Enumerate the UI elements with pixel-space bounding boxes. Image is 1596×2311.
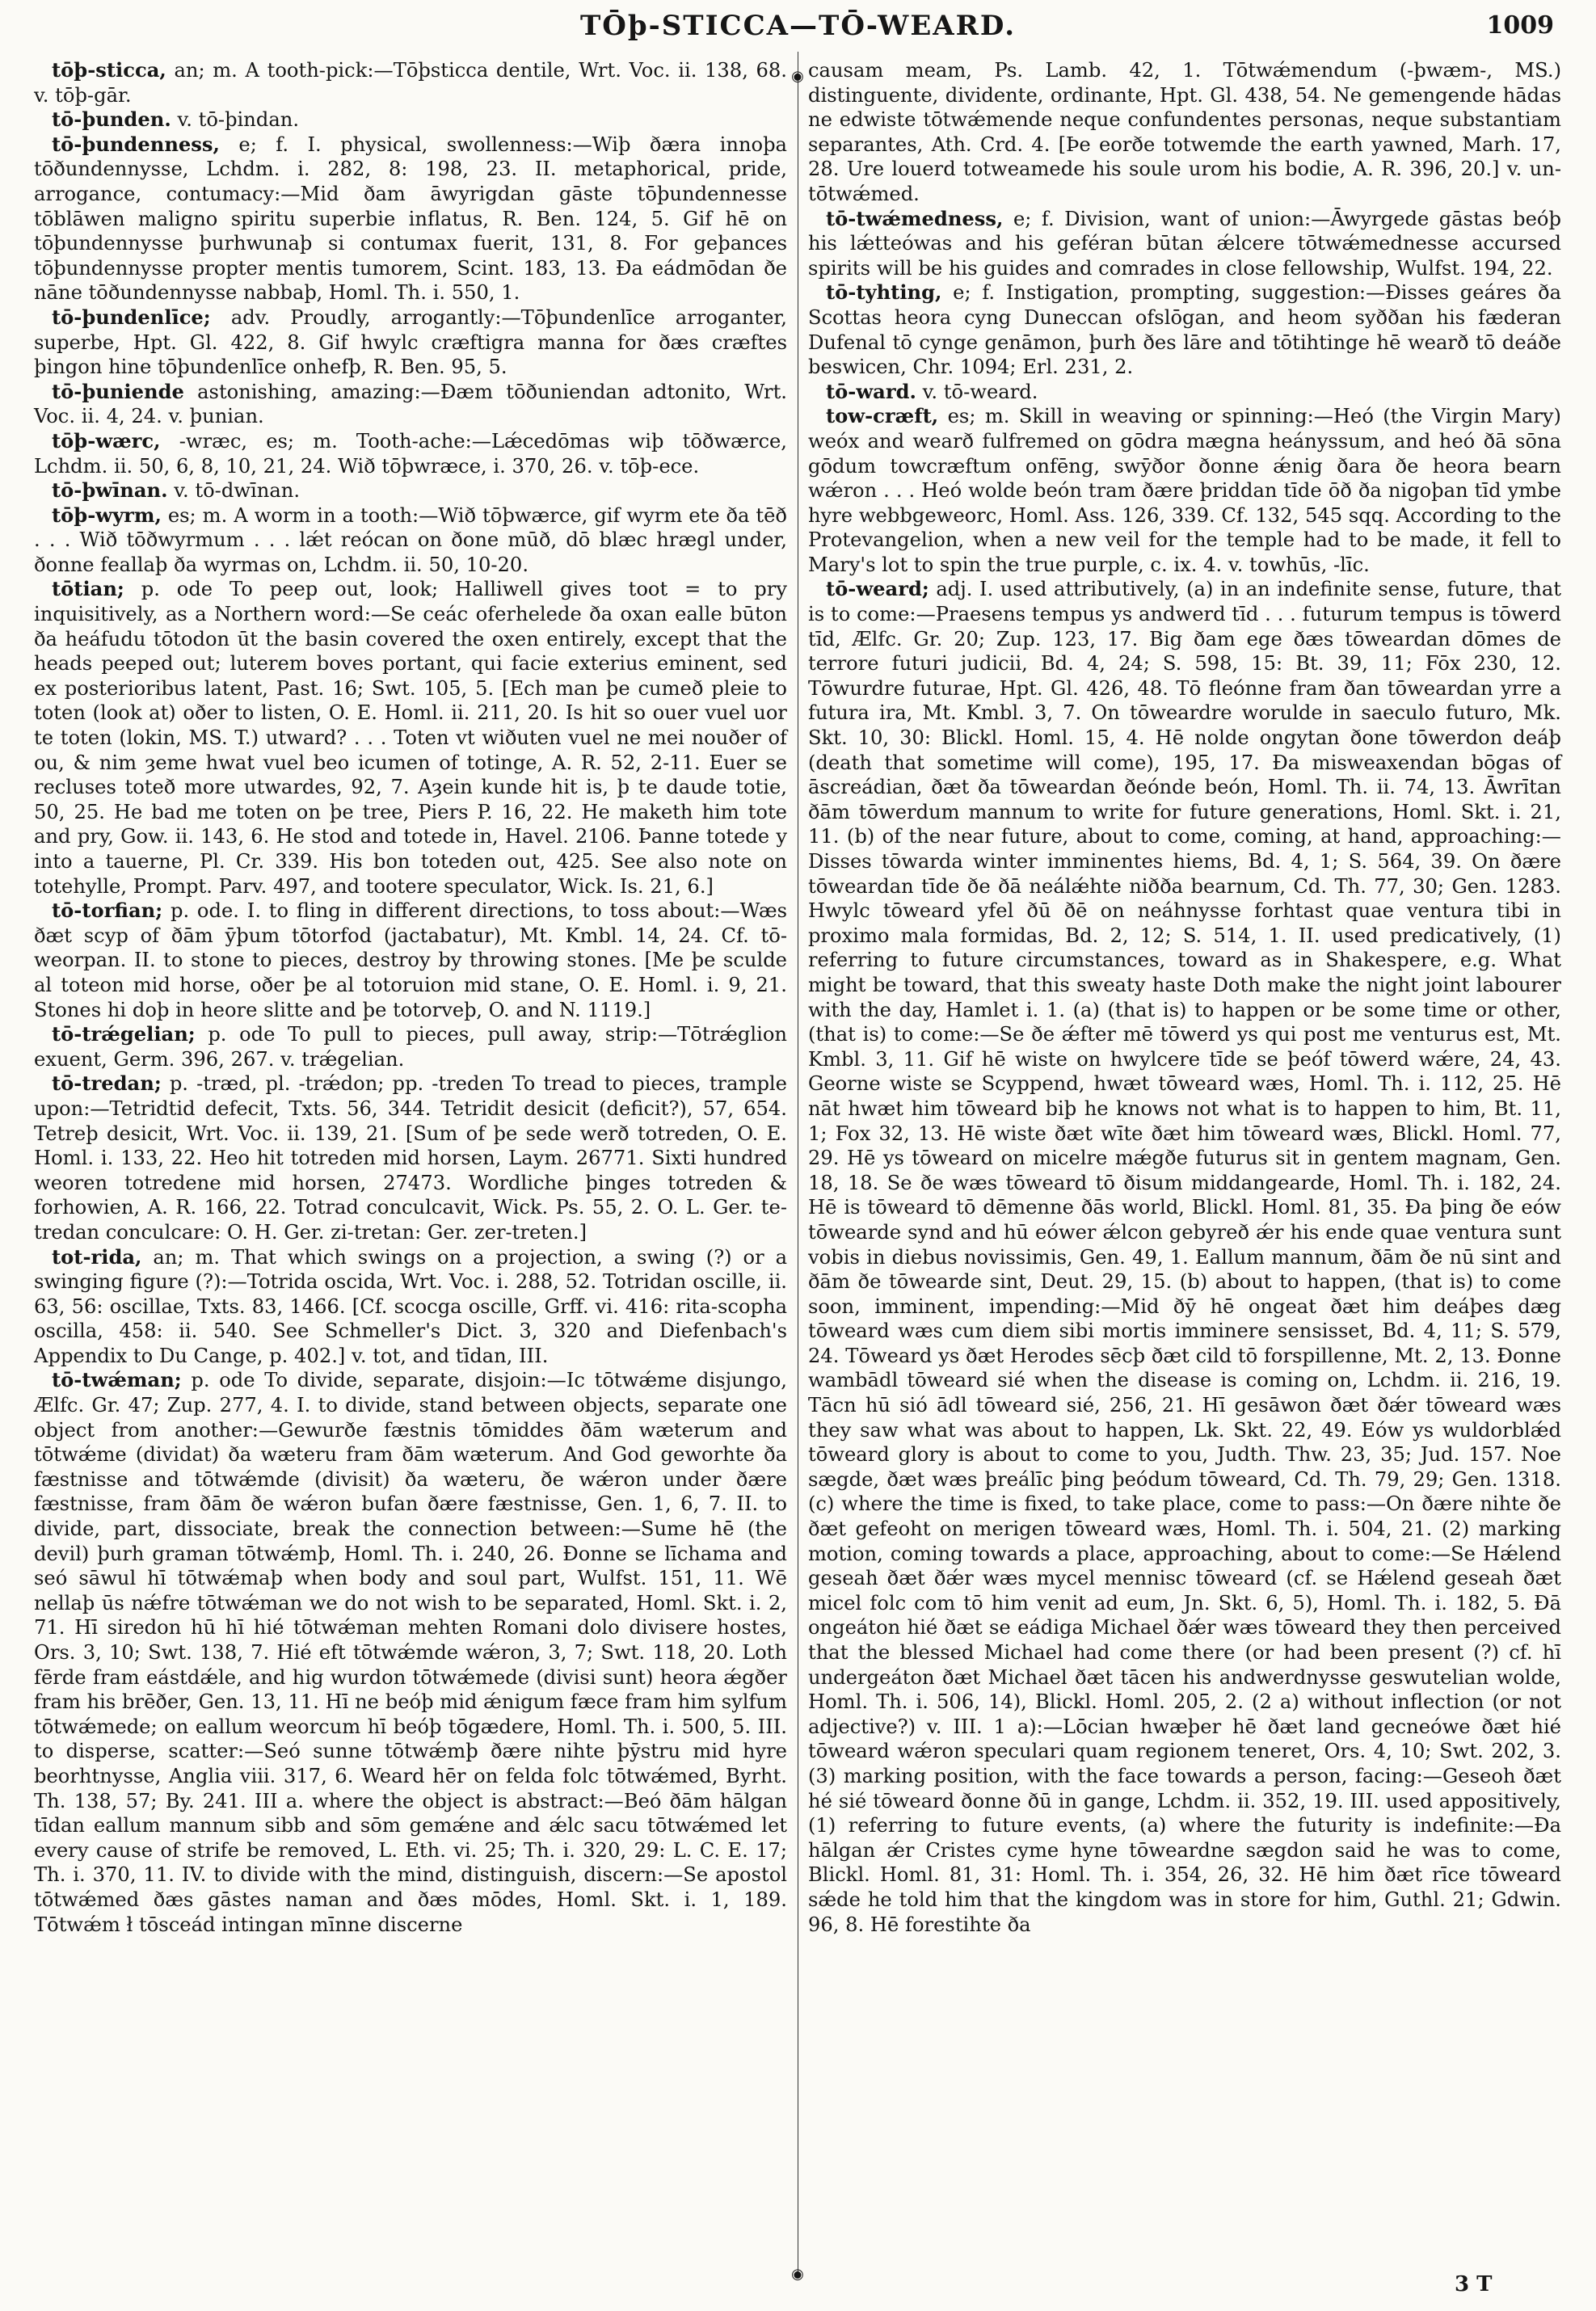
page-number: 1009 (1486, 11, 1554, 40)
entry-text: p. -træd, pl. -trǽdon; pp. -treden To tread to pieces, trample upon:—Tetridtid defecit, Txts. 56, 344. Tetridit desicit (deficit?), 57, 654. Tetreþ desicit, Wrt. Voc. ii. 139, 21. [Sum of þe sede werð totreden, O. E. Homl. i. 133, 22. Heo hit totreden mid horsen, Laym. 26771. Sixti hundred weoren totredene mid horsen, 27473. Wordliche þinges totreden & forhowien, A. R. 166, 22. Totrad conculcavit, Wick. Ps. 55, 2. O. L. Ger. te-tredan conculcare: O. H. Ger. zi-tretan: Ger. zer-treten.] (34, 1072, 787, 1244)
entry-headword: tō-torfian; (52, 899, 163, 923)
entry-text: p. ode To pull to pieces, pull away, strip:—Tōtrǽglion exuent, Germ. 396, 267. v. trǽgelian. (34, 1023, 787, 1071)
dictionary-entry (34, 380, 787, 429)
entry-text: adv. Proudly, arrogantly:—Tōþundenlīce arroganter, superbe, Hpt. Gl. 422, 8. Gif hwylc cræftigra manna for ðæs cræftes þingon hine tōþundenlīce onhefþ, R. Ben. 95, 5. (34, 305, 787, 379)
entry-headword: tow-cræft, (826, 404, 939, 428)
entry-text: an; m. That which swings on a projection, a swing (?) or a swinging figure (?):—Totrida oscida, Wrt. Voc. i. 288, 52. Totridan oscille, ii. 63, 56: oscillae, Txts. 83, 1466. [Cf. scocga oscille, Grff. vi. 416: rita-scopha oscilla, 458: ii. 540. See Schmeller's Dict. 3, 320 and Diefenbach's Appendix to Du Cange, p. 402.] v. tot, and tīdan, III. (34, 1245, 787, 1367)
entry-headword: tōþ-wærc, (52, 428, 161, 453)
dictionary-entry (34, 899, 787, 1022)
entry-headword: tō-þwīnan. (52, 478, 168, 503)
dictionary-entry (34, 503, 787, 578)
entry-headword: tō-tredan; (52, 1071, 162, 1096)
signature-mark: 3 T (1455, 2272, 1493, 2296)
right-column (808, 58, 1561, 1937)
left-column (34, 58, 787, 1937)
entry-headword: tōþ-sticca, (52, 58, 166, 82)
entry-headword: tō-twǽman; (52, 1368, 182, 1392)
dictionary-entry (34, 305, 787, 380)
dictionary-entry (808, 58, 1561, 207)
entry-text: v. tō-þindan. (177, 108, 300, 132)
dictionary-entry (34, 1245, 787, 1369)
entry-text: adj. I. used attributively, (a) in an indefinite sense, future, that is to come:—Praesens tempus ys andwerd tīd . . . futurum tempus is tōwerd tīd, Ælfc. Gr. 20; Zup. 123, 17. Big ðam ege ðæs tōweardan dōmes de terrore futuri judicii, Bd. 4, 24; S. 598, 15: Bt. 39, 11; Fōx 230, 12. Tōwurdre futurae, Hpt. Gl. 426, 48. Tō fleónne fram ðan tōweardan yrre a futura ira, Mt. Kmbl. 3, 7. On tōweardre woruldе in saeculo futuro, Mk. Skt. 10, 30: Blickl. Homl. 15, 4. Hē nolde ongytan ðone tōwerdon deáþ (death that sometime will come), 195, 17. Ða misweaxendan bōgas of āscreádian, ðæt ða tōweardan ðeónde beón, Homl. Th. ii. 74, 13. Āwrītan ðām tōwerdum mannum to write for future generations, Homl. Skt. i. 21, 11. (b) of the near future, about to come, coming, at hand, approaching:—Disses tōwarda winter imminentes hiems, Bd. 4, 1; S. 564, 39. On ðære tōweardan tīde ðe ðā neálǽhte niðða bearnum, Cd. Th. 77, 30; Gen. 1283. Hwylc tōweard yfel ðū ðē on neáhnysse forhtast quae ventura tibi in proximo mala formidas, Bd. 2, 12; S. 514, 1. II. used predicatively, (1) referring to future circumstances, toward as in Shakespere, e.g. What might be toward, that this sweaty haste Doth make the night joint labourer with the day, Hamlet i. 1. (a) (that is) to happen or be some time or other, (that is) to come:—Se ðe ǽfter mē tōwerd ys qui post me venturus est, Mt. Kmbl. 3, 11. Gif hē wiste on hwylcere tīde se þeóf tōwerd wǽre, 24, 43. Georne wiste se Scyppend, hwæt tōweard wæs, Homl. Th. i. 112, 25. Hē nāt hwæt him tōweard biþ he knows not what is to happen to him, Bt. 11, 1; Fox 32, 13. Hē wiste ðæt wīte ðæt him tōweard wæs, Blickl. Homl. 77, 29. Hē ys tōweard on micelre mǽgðe futurus sit in gentem magnam, Gen. 18, 18. Se ðe wæs tōweard tō ðisum middangearde, Homl. Th. i. 182, 24. Hē is tōweard tō dēmenne ðās world, Blickl. Homl. 81, 35. Ða þing ðe eów tōwearde synd and hū eówer ǽlcon gebyreð ǽr his ende quae ventura sunt vobis in diebus novissimis, Gen. 49, 1. Eallum mannum, ðām ðe nū sint and ðām ðe tōwearde sint, Deut. 29, 15. (b) about to happen, (that is) to come soon, imminent, impending:—Mid ðȳ hē ongeat ðæt him deáþes dæg tōweard wæs cum diem sibi mortis imminere sensisset, Bd. 4, 11; S. 579, 24. Tōweard ys ðæt Herodes sēcþ ðæt cild tō forspillenne, Mt. 2, 13. Ðonne wambādl tōweard sié when the disease is coming on, Lchdm. ii. 216, 19. Tācn hū sió ādl tōweard sié, 256, 21. Hī gesāwon ðæt ðǽr tōweard wæs they saw what was about to happen, Lk. Skt. 22, 49. Eów ys wuldorblǽd tōweard glory is about to come to you, Judth. Thw. 23, 35; Jud. 157. Noe sægde, ðæt wæs þreálīc þing þeódum tōweard, Cd. Th. 79, 29; Gen. 1318. (c) where the time is fixed, to take place, come to pass:—On ðære nihte ðe ðæt gefeoht on merigen tōweard wæs, Homl. Th. i. 504, 21. (2) marking motion, coming towards a place, approaching, about to come:—Se Hǽlend geseah ðæt ðǽr wæs mycel mennisc tōweard (cf. se Hǽlend geseah ðæt micel folc com tō him venit ad eum, Jn. Skt. 6, 5), Homl. Th. i. 182, 5. Ðā ongeáton hié ðæt se eádiga Michael ðǽr wæs tōweard they then perceived that the blessed Michael had come there (or had been present (?) cf. hī undergeáton ðæt Michael ðæt tācen his andwerdnysse geswutelian wolde, Homl. Th. i. 506, 14), Blickl. Homl. 205, 2. (2 a) without inflection (or not adjective?) v. III. 1 a):—Lōcian hwæþer hē ðæt land gecneówe ðæt hié tōweard wǽron speculari quam regionem teneret, Ors. 4, 10; Swt. 202, 3. (3) marking position, with the face towards a person, facing:—Geseoh ðæt hé sié tōweard ðonne ðū in gange, Lchdm. ii. 352, 19. III. used appositively, (1) referring to future events, (a) where the futurity is indefinite:—Ða hālgan ǽr Cristes cyme hyne tōweardne sægdon said he was to come, Blickl. Homl. 81, 31: Homl. Th. i. 354, 26, 32. Hē him ðæt rīce tōweard sǽde he told him that the kingdom was in store for him, Guthl. 21; Gdwin. 96, 8. Hē forestihte ða (808, 578, 1561, 1936)
running-title: TŌþ-STICCA—TŌ-WEARD. (579, 10, 1017, 42)
dictionary-entry (808, 207, 1561, 281)
entry-text: an; m. A tooth-pick:—Tōþsticca dentile, Wrt. Voc. ii. 138, 68. v. tōþ-gār. (34, 59, 787, 107)
divider-bottom-mark-icon: ◉ (791, 2266, 804, 2283)
divider-top-mark-icon: ◉ (791, 68, 804, 85)
dictionary-entry (34, 429, 787, 478)
entry-text: causam meam, Ps. Lamb. 42, 1. Tōtwǽmendum (-þwæm-, MS.) distinguente, dividente, ordinante, Hpt. Gl. 438, 54. Ne gemengende hādas ne edwiste tōtwǽmende neque confundentes personas, neque substantiam separantes, Ath. Crd. 4. [Þe eorðe totwemde the earth yawned, Marh. 17, 28. Ure louerd totweamede his soule urom his bodie, A. R. 396, 20.] v. un-tōtwǽmed. (808, 59, 1561, 205)
dictionary-entry (808, 577, 1561, 1937)
dictionary-entry (34, 577, 787, 899)
entry-text: es; m. A worm in a tooth:—Wið tōþwærce, gif wyrm ete ða tēð . . . Wið tōðwyrmum . . . lǽt reócan on ðone mūð, dō blæc hrægl under, ðonne feallaþ ða wyrmas on, Lchdm. ii. 50, 10-20. (34, 503, 787, 576)
entry-headword: tō-þunden. (52, 107, 171, 132)
dictionary-entry (808, 280, 1561, 379)
dictionary-entry (34, 58, 787, 107)
dictionary-entry (34, 1071, 787, 1244)
dictionary-entry (808, 404, 1561, 577)
entry-text: v. tō-weard. (922, 380, 1038, 403)
entry-headword: tōtian; (52, 577, 124, 601)
dictionary-entry (808, 380, 1561, 405)
dictionary-entry (34, 107, 787, 133)
entry-text: p. ode To divide, separate, disjoin:—Ic tōtwǽme disjungo, Ælfc. Gr. 47; Zup. 277, 4. I. to divide, stand between objects, separate one object from another:—Gewurðe fæstnis tōmiddes ðām wæterum and tōtwǽme (dividat) ða wæteru fram ðām wæterum. And God geworhte ða fæstnisse and tōtwǽmde (divisit) ða wæteru, ðe wǽron under ðære fæstnisse, fram ðām ðe wǽron bufan ðære fæstnisse, Gen. 1, 6, 7. II. to divide, part, dissociate, break the connection between:—Sume hē (the devil) þurh graman tōtwǽmþ, Homl. Th. i. 240, 26. Ðonne se līchama and seó sāwul hī tōtwǽmaþ when body and soul part, Wulfst. 151, 11. Wē nellaþ ūs nǽfre tōtwǽman we do not wish to be separated, Homl. Skt. i. 2, 71. Hī siredon hū hī hié tōtwǽman mehten Romani dolo divisere hostes, Ors. 3, 10; Swt. 138, 7. Hié eft tōtwǽmde wǽron, 3, 7; Swt. 118, 20. Loth fērde fram eástdǽle, and hig wurdon tōtwǽmede (divisi sunt) heora ǽgðer fram his brēðer, Gen. 13, 11. Hī ne beóþ mid ǽnigum fæce fram him sylfum tōtwǽmede; on eallum weorcum hī beóþ tōgædere, Homl. Th. i. 500, 5. III. to disperse, scatter:—Seó sunne tōtwǽmþ ðære nihte þȳstru mid hyre beorhtnysse, Anglia viii. 317, 6. Weard hēr on felda folc tōtwǽmed, Byrht. Th. 138, 57; By. 241. III a. where the object is abstract:—Beó ðām hālgan tīdan eallum mannum sibb and sōm gemǽne and ǽlc sacu tōtwǽmed let every cause of strife be removed, L. Eth. vi. 25; Th. i. 320, 29: L. C. E. 17; Th. i. 370, 11. IV. to divide with the mind, distinguish, discern:—Se apostol tōtwǽmed ðæs gāstes naman and ðæs mōdes, Homl. Skt. i. 1, 189. Tōtwǽm ł tōsceád intingan mīnne discerne (34, 1369, 787, 1936)
page-header (32, 10, 1564, 47)
entry-headword: tō-þundenlīce; (52, 305, 211, 329)
entry-text: astonishing, amazing:—Ðæm tōðuniendan adtonito, Wrt. Voc. ii. 4, 24. v. þunian. (34, 380, 787, 428)
entry-text: p. ode To peep out, look; Halliwell gives toot = to pry inquisitively, as a Northern word:—Se ceác oferhelede ða oxan ealle būton ða heáfudu tōtodon ūt the basin covered the oxen entirely, except that the heads peeped out; luterem boves portant, qui facie exterius eminent, sed ex posterioribus latent, Past. 16; Swt. 105, 5. [Ech man þe cumeð pleie to toten (look at) oðer to listen, O. E. Homl. ii. 211, 20. Is hit so ouer vuel uor te toten (lokin, MS. T.) utward? . . . Toten vt wiðuten vuel ne mei nouðer of ou, & nim ȝeme hwat vuel beo icumen of totinge, A. R. 52, 2-11. Euer se recluses toteð more utwardes, 92, 7. Aȝein kunde hit is, þ te daude totie, 50, 25. He bad me toten on þe tree, Piers P. 16, 22. He maketh him tote and pry, Gow. ii. 143, 6. He stod and totede in, Havel. 2106. Þanne totede y into a tauerne, Pl. Cr. 339. His bon toteden out, 425. See also note on totehylle, Prompt. Parv. 497, and tootere speculator, Wick. Is. 21, 6.] (34, 578, 787, 898)
entry-headword: tōþ-wyrm, (52, 503, 162, 527)
entry-text: e; f. Division, want of union:—Āwyrgede gāstas beóþ his lǽtteówas and his geféran būtan ǽlcere tōtwǽmednesse accursed spirits will be his guides and comrades in close fellowship, Wulfst. 194, 22. (808, 207, 1561, 280)
dictionary-entry (34, 478, 787, 503)
entry-headword: tō-twǽmedness, (826, 206, 1004, 230)
entry-text: p. ode. I. to fling in different directions, to toss about:—Wæs ðæt scyp of ðām ȳþum tōtorfod (jactabatur), Mt. Kmbl. 14, 24. Cf. tō-weorpan. II. to stone to pieces, destroy by throwing stones. [Me þe sculde al toteon mid horse, oðer þe al totoruion mid stane, O. E. Homl. i. 9, 21. Stones hi doþ in heore slitte and þe totorveþ, O. and N. 1119.] (34, 899, 787, 1021)
entry-text: v. tō-dwīnan. (174, 479, 301, 503)
entry-text: es; m. Skill in weaving or spinning:—Heó (the Virgin Mary) weóx and wearð fulfremed on gōdra mægna heányssum, and heó ðā sōna gōdum towcræftum onfēng, swȳðor ðonne ǽnig ðara ðe heora bearn wǽron . . . Heó wolde beón tram ðære þriddan tīde ōð ða nigoþan tīd ymbe hyre webbgeweorc, Homl. Ass. 126, 339. Cf. 132, 545 sqq. According to the Protevangelion, when a new veil for the temple had to be made, it fell to Mary's lot to spin the true purple, c. ix. 4. v. towhūs, -līc. (808, 405, 1561, 576)
entry-headword: tō-weard; (826, 577, 929, 601)
entry-headword: tō-þundenness, (52, 132, 220, 156)
entry-headword: tō-þuniende (52, 379, 184, 403)
dictionary-entry (34, 1022, 787, 1071)
entry-headword: tō-trǽgelian; (52, 1022, 196, 1046)
dictionary-entry (34, 133, 787, 305)
entry-headword: tot-rida, (52, 1244, 142, 1269)
entry-headword: tō-ward. (826, 379, 916, 403)
entry-headword: tō-tyhting, (826, 280, 942, 305)
entry-text: e; f. I. physical, swollenness:—Wiþ ðæra innoþa tōðundennysse, Lchdm. i. 282, 8: 198, 23. II. metaphorical, pride, arrogance, contumacy:—Mid ðam āwyrigdan gāste tōþundennesse tōblāwen maligno spiritu superbie inflatus, R. Ben. 124, 5. Gif hē on tōþundennysse þurhwunaþ si contumax fuerit, 131, 8. For geþances tōþundennysse propter mentis tumorem, Scint. 183, 13. Ða eádmōdan ðe nāne tōðundennysse nabbaþ, Homl. Th. i. 550, 1. (34, 133, 787, 305)
entry-text: -wræc, es; m. Tooth-ache:—Lǽcedōmas wiþ tōðwærce, Lchdm. ii. 50, 6, 8, 10, 21, 24. Wið tōþwræce, i. 370, 26. v. tōþ-ece. (34, 429, 787, 478)
entry-text: e; f. Instigation, prompting, suggestion:—Ðisses geáres ða Scottas heora cyng Duneccan ofslōgan, and heom syððan his fæderan Dufenal tō cynge genāmon, þurh ðes lāre and tōtihtinge hē wearð tō deáðe beswicen, Chr. 1094; Erl. 231, 2. (808, 281, 1561, 379)
dictionary-entry (34, 1368, 787, 1937)
